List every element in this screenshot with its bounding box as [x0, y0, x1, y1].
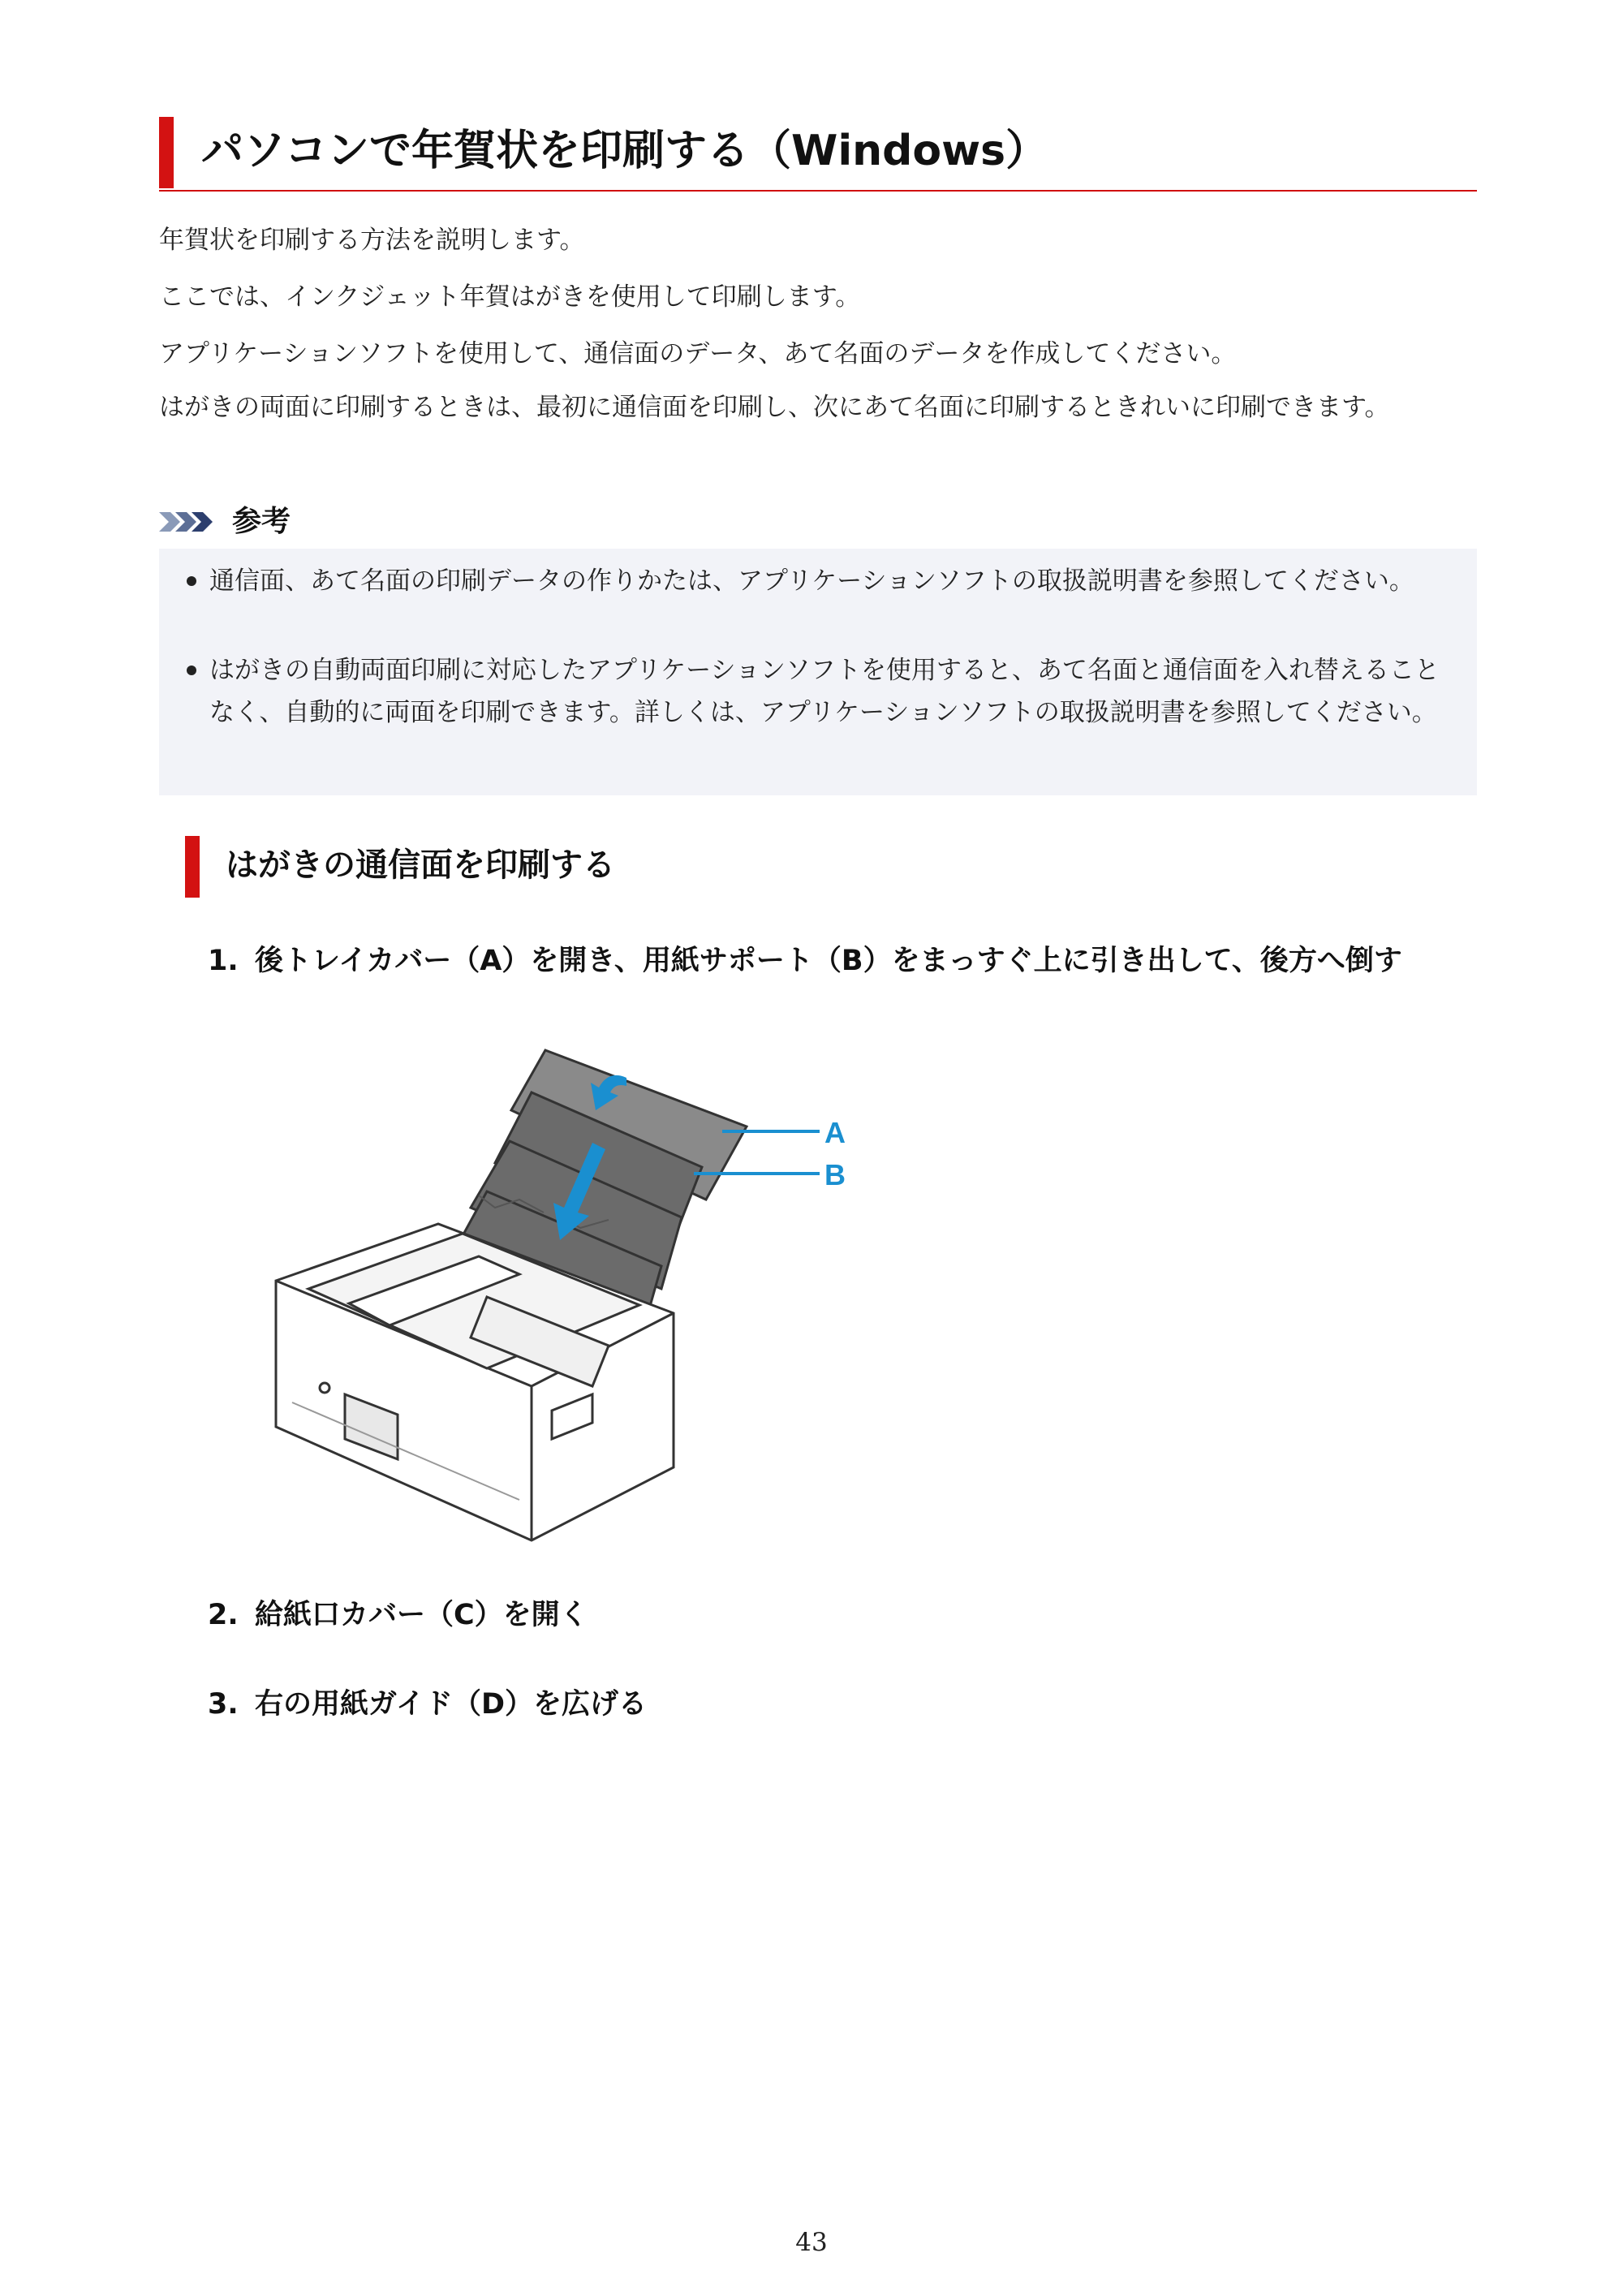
label-a: A — [824, 1116, 846, 1149]
chevron-arrows-icon — [159, 506, 224, 538]
intro-paragraph-1: 年賀状を印刷する方法を説明します。 — [159, 226, 585, 255]
step-text: 右の用紙ガイド（D）を広げる — [255, 1688, 648, 1721]
intro-paragraph-3: アプリケーションソフトを使用して、通信面のデータ、あて名面のデータを作成してください。 — [159, 339, 1237, 368]
title-accent-bar — [159, 117, 174, 188]
page-number: 43 — [795, 2228, 828, 2257]
page-title-text: パソコンで年賀状を印刷する（Windows） — [201, 127, 1048, 175]
step-number: 3. — [208, 1688, 239, 1721]
note-label: 参考 — [232, 505, 291, 538]
note-item-1: 通信面、あて名面の印刷データの作りかたは、アプリケーションソフトの取扱説明書を参照してください。 — [209, 566, 1414, 596]
printer-illustration — [252, 1045, 862, 1544]
label-b: B — [824, 1158, 846, 1191]
step-number: 1. — [208, 945, 239, 977]
note-header — [159, 499, 291, 545]
intro-paragraph-4: はがきの両面に印刷するときは、最初に通信面を印刷し、次にあて名面に印刷するときれいに印刷できます。 — [159, 393, 1390, 422]
step-text: 給紙口カバー（C）を開く — [255, 1599, 588, 1631]
bullet-icon — [187, 576, 196, 586]
step-text: 後トレイカバー（A）を開き、用紙サポート（B）をまっすぐ上に引き出して、後方へ倒す — [255, 945, 1402, 977]
step-number: 2. — [208, 1599, 239, 1631]
note-item-2: はがきの自動両面印刷に対応したアプリケーションソフトを使用すると、あて名面と通信面を入れ替えることなく、自動的に両面を印刷できます。詳しくは、アプリケーションソフトの取扱説明書を参照してください。 — [209, 656, 1440, 727]
page-title — [159, 114, 1477, 192]
bullet-icon — [187, 666, 196, 675]
section-accent-bar — [185, 836, 200, 898]
section-heading-text: はがきの通信面を印刷する — [226, 846, 615, 884]
note-box — [159, 549, 1477, 795]
intro-paragraph-2: ここでは、インクジェット年賀はがきを使用して印刷します。 — [159, 282, 861, 312]
